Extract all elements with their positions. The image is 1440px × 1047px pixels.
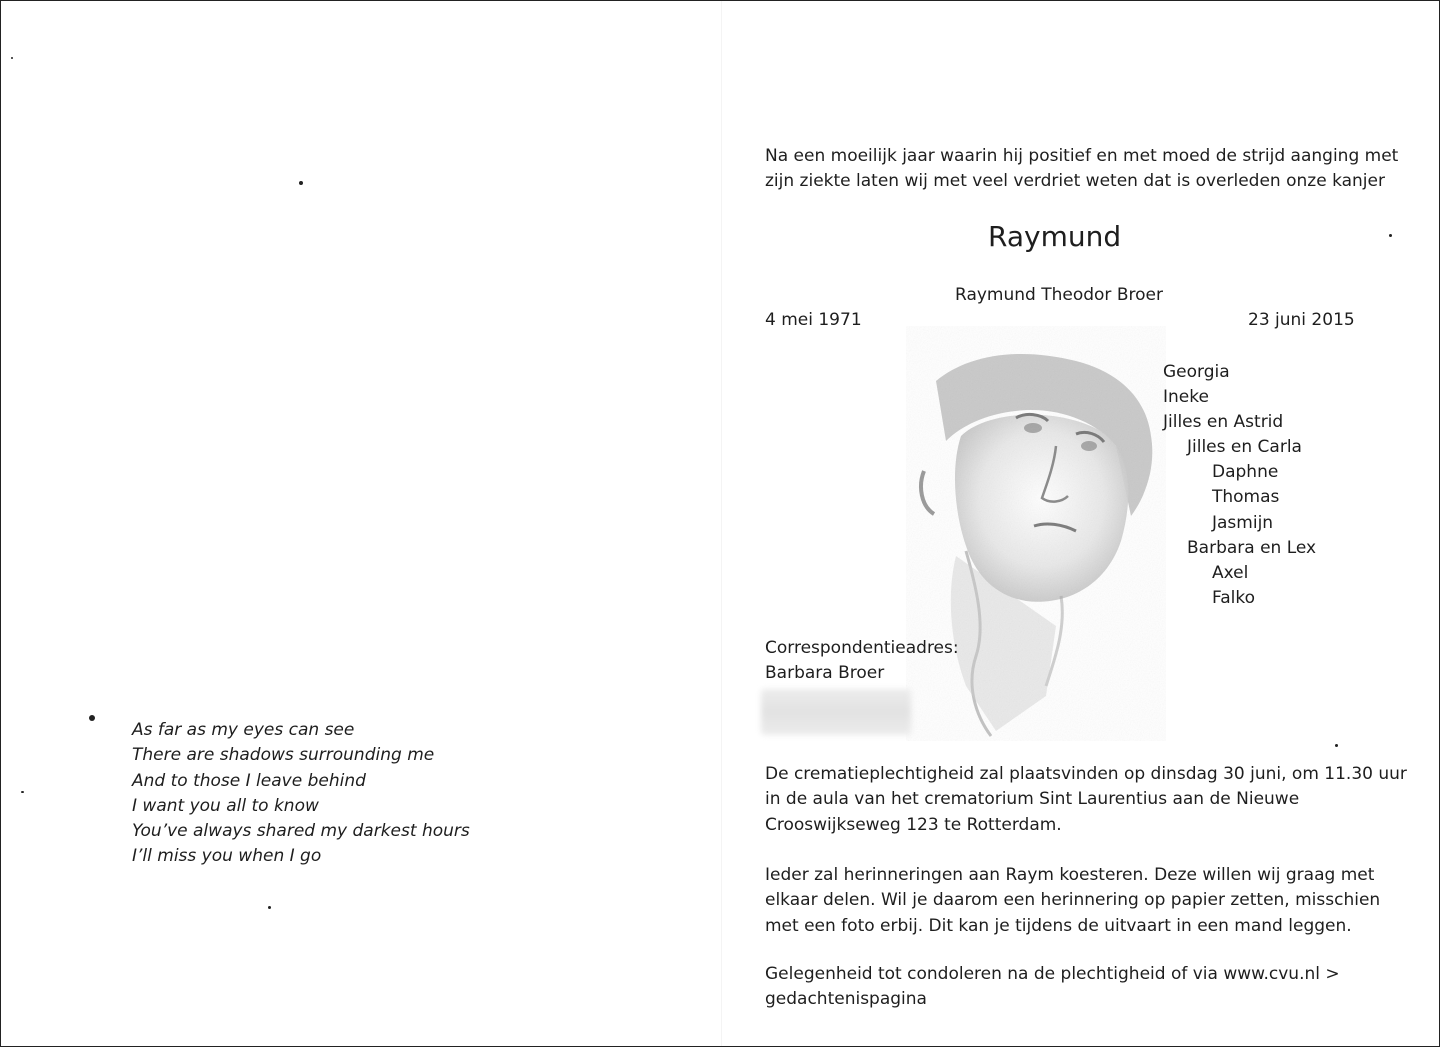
memories-line: elkaar delen. Wil je daarom een herinnering op papier zetten, misschien [765,890,1381,911]
birth-date: 4 mei 1971 [765,310,862,330]
poem-line: There are shadows surrounding me [132,745,435,766]
intro-line: zijn ziekte laten wij met veel verdriet weten dat is overleden onze kanjer [765,171,1385,191]
family-member: Axel [1212,562,1249,583]
scan-speck [299,181,303,185]
ceremony-line: Crooswijkseweg 123 te Rotterdam. [765,814,1062,835]
scan-speck [1389,234,1392,237]
poem-line: You’ve always shared my darkest hours [132,821,470,842]
condolence-paragraph [765,962,1340,1013]
poem-line: And to those I leave behind [132,770,366,791]
poem-line: As far as my eyes can see [132,720,355,740]
family-member: Jasmijn [1212,512,1274,533]
scan-speck [268,906,271,909]
ceremony-line: De crematieplechtigheid zal plaatsvinden op dinsdag 30 juni, om 11.30 uur [765,764,1407,784]
condolence-line: gedachtenispagina [765,989,927,1010]
full-name: Raymund Theodor Broer [955,285,1163,305]
memories-line: met een foto erbij. Dit kan je tijdens de uitvaart in een mand leggen. [765,915,1352,936]
scan-speck [1335,744,1338,747]
scan-speck [89,715,95,721]
scan-speck [21,791,24,793]
correspondence-name: Barbara Broer [765,663,885,683]
family-member: Jilles en Carla [1187,437,1302,458]
family-member: Falko [1212,587,1255,608]
poem-line: I’ll miss you when I go [132,846,322,867]
ceremony-paragraph [765,762,1407,838]
family-member: Barbara en Lex [1187,537,1317,558]
family-member: Daphne [1212,462,1279,483]
death-date: 23 juni 2015 [1248,310,1355,330]
family-member: Georgia [1163,362,1230,382]
scan-speck [11,57,13,59]
memories-line: Ieder zal herinneringen aan Raym koesteren. Deze willen wij graag met [765,865,1375,885]
correspondence-address [765,636,959,686]
correspondence-label: Correspondentieadres: [765,638,959,658]
intro-line: Na een moeilijk jaar waarin hij positief en met moed de strijd aanging met [765,146,1399,166]
poem [132,718,470,870]
deceased-name: Raymund [988,220,1122,253]
intro-text [765,144,1398,194]
condolence-line: Gelegenheid tot condoleren na de plechtigheid of via www.cvu.nl > [765,964,1340,984]
family-member: Jilles en Astrid [1163,412,1284,433]
center-fold [721,1,722,1046]
redacted-address [761,689,911,735]
family-member: Ineke [1163,387,1209,408]
ceremony-line: in de aula van het crematorium Sint Laurentius aan de Nieuwe [765,789,1300,810]
memories-paragraph [765,863,1380,939]
poem-line: I want you all to know [132,795,319,816]
family-member: Thomas [1212,487,1280,508]
family-list [1163,360,1316,611]
